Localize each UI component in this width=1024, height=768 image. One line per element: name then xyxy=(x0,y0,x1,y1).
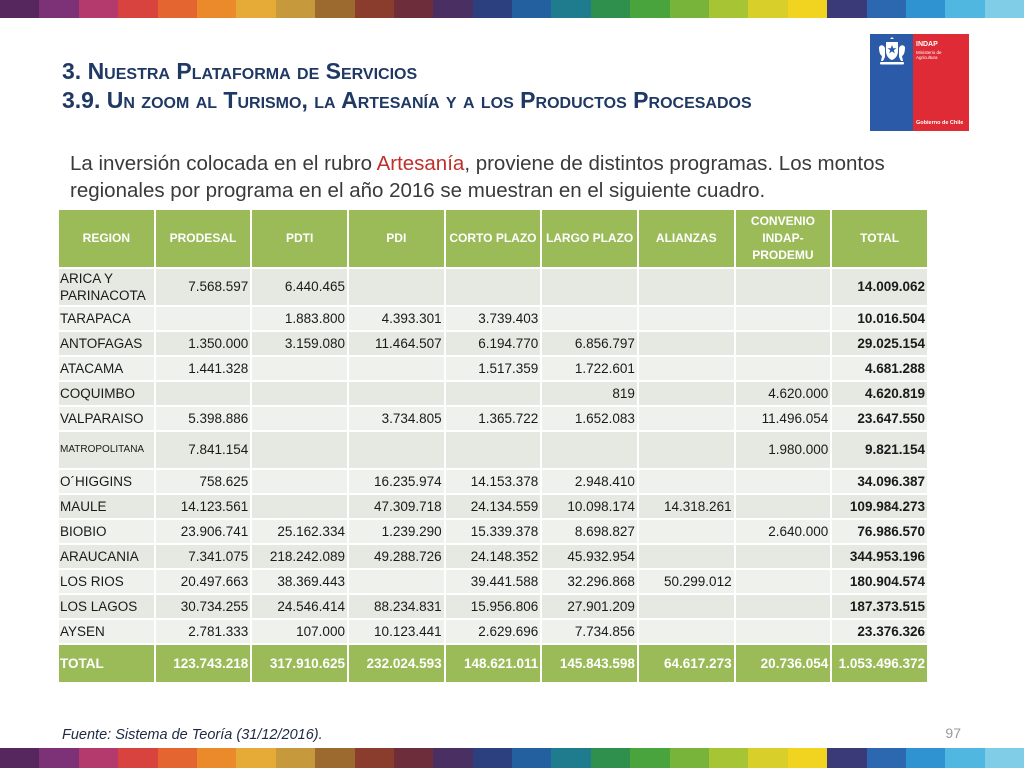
prodesal-cell: 2.781.333 xyxy=(155,619,252,644)
table-row xyxy=(58,469,928,494)
largo-plazo-cell: 1.652.083 xyxy=(541,406,638,431)
convenio-cell: 11.496.054 xyxy=(735,406,832,431)
prodesal-cell: 1.441.328 xyxy=(155,356,252,381)
alianzas-cell: 50.299.012 xyxy=(638,569,735,594)
region-cell: TARAPACA xyxy=(58,306,155,331)
table-row xyxy=(58,569,928,594)
row-total-cell: 4.620.819 xyxy=(831,381,928,406)
convenio-cell xyxy=(735,268,832,306)
pdti-cell: 3.159.080 xyxy=(251,331,348,356)
corto-plazo-cell: 1.365.722 xyxy=(445,406,542,431)
table-row xyxy=(58,381,928,406)
pdti-cell: 6.440.465 xyxy=(251,268,348,306)
corto-plazo-cell xyxy=(445,381,542,406)
largo-plazo-cell: 819 xyxy=(541,381,638,406)
logo-blue-panel xyxy=(870,34,913,131)
corto-plazo-cell: 14.153.378 xyxy=(445,469,542,494)
corto-plazo-cell: 3.739.403 xyxy=(445,306,542,331)
table-row xyxy=(58,331,928,356)
convenio-cell xyxy=(735,356,832,381)
row-total-cell: 23.376.326 xyxy=(831,619,928,644)
prodesal-cell xyxy=(155,306,252,331)
alianzas-cell xyxy=(638,544,735,569)
pdi-cell xyxy=(348,431,445,469)
stripe-segment xyxy=(433,0,472,18)
prodesal-cell: 7.341.075 xyxy=(155,544,252,569)
pdi-cell: 10.123.441 xyxy=(348,619,445,644)
pdi-cell: 3.734.805 xyxy=(348,406,445,431)
table-row xyxy=(58,544,928,569)
region-cell: O´HIGGINS xyxy=(58,469,155,494)
stripe-segment xyxy=(79,748,118,768)
stripe-segment xyxy=(0,748,39,768)
source-note: Fuente: Sistema de Teoría (31/12/2016). xyxy=(62,727,323,743)
corto-plazo-cell: 39.441.588 xyxy=(445,569,542,594)
largo-plazo-cell: 7.734.856 xyxy=(541,619,638,644)
region-cell: BIOBIO xyxy=(58,519,155,544)
pdti-cell: 38.369.443 xyxy=(251,569,348,594)
intro-text-start: La inversión colocada en el rubro xyxy=(70,152,377,175)
header-alianzas: ALIANZAS xyxy=(638,209,735,268)
stripe-segment xyxy=(236,0,275,18)
total-convenio: 20.736.054 xyxy=(735,644,832,683)
prodesal-cell: 5.398.886 xyxy=(155,406,252,431)
stripe-segment xyxy=(906,0,945,18)
stripe-segment xyxy=(197,748,236,768)
corto-plazo-cell: 24.134.559 xyxy=(445,494,542,519)
pdi-cell xyxy=(348,356,445,381)
stripe-segment xyxy=(512,748,551,768)
alianzas-cell xyxy=(638,431,735,469)
stripe-segment xyxy=(512,0,551,18)
prodesal-cell: 23.906.741 xyxy=(155,519,252,544)
stripe-segment xyxy=(906,748,945,768)
prodesal-cell: 758.625 xyxy=(155,469,252,494)
pdi-cell: 4.393.301 xyxy=(348,306,445,331)
prodesal-cell: 30.734.255 xyxy=(155,594,252,619)
header-pdi: PDI xyxy=(348,209,445,268)
table-row xyxy=(58,519,928,544)
stripe-segment xyxy=(748,748,787,768)
prodesal-cell: 7.568.597 xyxy=(155,268,252,306)
total-label: TOTAL xyxy=(58,644,155,683)
largo-plazo-cell xyxy=(541,306,638,331)
convenio-cell xyxy=(735,331,832,356)
convenio-cell xyxy=(735,544,832,569)
intro-text-end: , proviene de distintos programas. Los montos regionales por programa en el año 2016 se muestran en el siguiente cuadro. xyxy=(70,152,885,202)
stripe-segment xyxy=(276,748,315,768)
convenio-cell: 1.980.000 xyxy=(735,431,832,469)
region-cell: COQUIMBO xyxy=(58,381,155,406)
prodesal-cell: 7.841.154 xyxy=(155,431,252,469)
header-largo-plazo: LARGO PLAZO xyxy=(541,209,638,268)
coat-of-arms-icon xyxy=(875,37,909,66)
table-row xyxy=(58,356,928,381)
region-cell: AYSEN xyxy=(58,619,155,644)
stripe-segment xyxy=(827,748,866,768)
row-total-cell: 4.681.288 xyxy=(831,356,928,381)
stripe-segment xyxy=(39,748,78,768)
stripe-segment xyxy=(197,0,236,18)
row-total-cell: 14.009.062 xyxy=(831,268,928,306)
stripe-segment xyxy=(748,0,787,18)
stripe-segment xyxy=(670,0,709,18)
pdti-cell xyxy=(251,469,348,494)
stripe-segment xyxy=(355,748,394,768)
stripe-segment xyxy=(394,748,433,768)
convenio-cell xyxy=(735,469,832,494)
alianzas-cell: 14.318.261 xyxy=(638,494,735,519)
stripe-segment xyxy=(315,748,354,768)
stripe-segment xyxy=(827,0,866,18)
corto-plazo-cell: 24.148.352 xyxy=(445,544,542,569)
alianzas-cell xyxy=(638,331,735,356)
corto-plazo-cell xyxy=(445,268,542,306)
table-row xyxy=(58,306,928,331)
stripe-segment xyxy=(867,0,906,18)
stripe-segment xyxy=(551,0,590,18)
pdti-cell xyxy=(251,406,348,431)
stripe-segment xyxy=(236,748,275,768)
stripe-segment xyxy=(709,0,748,18)
convenio-cell xyxy=(735,569,832,594)
header-convenio: CONVENIO INDAP-PRODEMU xyxy=(735,209,832,268)
pdi-cell xyxy=(348,569,445,594)
stripe-segment xyxy=(945,748,984,768)
pdi-cell: 11.464.507 xyxy=(348,331,445,356)
pdi-cell xyxy=(348,381,445,406)
pdi-cell: 1.239.290 xyxy=(348,519,445,544)
row-total-cell: 34.096.387 xyxy=(831,469,928,494)
total-corto-plazo: 148.621.011 xyxy=(445,644,542,683)
logo-ministry-name: Ministerio de Agricultura xyxy=(916,50,942,60)
alianzas-cell xyxy=(638,306,735,331)
total-pdti: 317.910.625 xyxy=(251,644,348,683)
largo-plazo-cell: 8.698.827 xyxy=(541,519,638,544)
row-total-cell: 10.016.504 xyxy=(831,306,928,331)
alianzas-cell xyxy=(638,406,735,431)
header-total: TOTAL xyxy=(831,209,928,268)
largo-plazo-cell: 2.948.410 xyxy=(541,469,638,494)
pdti-cell: 218.242.089 xyxy=(251,544,348,569)
stripe-segment xyxy=(118,748,157,768)
total-prodesal: 123.743.218 xyxy=(155,644,252,683)
stripe-segment xyxy=(985,748,1024,768)
header-pdti: PDTI xyxy=(251,209,348,268)
logo-agency-name: INDAP xyxy=(916,41,938,48)
indap-logo xyxy=(870,34,969,131)
slide-title xyxy=(62,57,752,115)
table-row xyxy=(58,619,928,644)
header-region: REGION xyxy=(58,209,155,268)
intro-paragraph xyxy=(70,150,920,204)
alianzas-cell xyxy=(638,381,735,406)
top-color-band xyxy=(0,0,1024,18)
convenio-cell: 4.620.000 xyxy=(735,381,832,406)
stripe-segment xyxy=(551,748,590,768)
logo-government-name: Gobierno de Chile xyxy=(916,120,964,126)
pdti-cell: 1.883.800 xyxy=(251,306,348,331)
alianzas-cell xyxy=(638,519,735,544)
convenio-cell xyxy=(735,494,832,519)
table-body xyxy=(58,268,928,644)
grand-total: 1.053.496.372 xyxy=(831,644,928,683)
largo-plazo-cell xyxy=(541,431,638,469)
pdti-cell xyxy=(251,356,348,381)
region-cell: MAULE xyxy=(58,494,155,519)
corto-plazo-cell: 1.517.359 xyxy=(445,356,542,381)
intro-highlight-word: Artesanía xyxy=(376,152,465,175)
prodesal-cell xyxy=(155,381,252,406)
prodesal-cell: 14.123.561 xyxy=(155,494,252,519)
pdti-cell: 107.000 xyxy=(251,619,348,644)
corto-plazo-cell xyxy=(445,431,542,469)
row-total-cell: 9.821.154 xyxy=(831,431,928,469)
corto-plazo-cell: 2.629.696 xyxy=(445,619,542,644)
pdti-cell xyxy=(251,381,348,406)
stripe-segment xyxy=(79,0,118,18)
row-total-cell: 187.373.515 xyxy=(831,594,928,619)
stripe-segment xyxy=(0,0,39,18)
region-cell: ARICA Y PARINACOTA xyxy=(58,268,155,306)
pdi-cell: 49.288.726 xyxy=(348,544,445,569)
corto-plazo-cell: 6.194.770 xyxy=(445,331,542,356)
stripe-segment xyxy=(670,748,709,768)
stripe-segment xyxy=(158,0,197,18)
table-row xyxy=(58,431,928,469)
stripe-segment xyxy=(591,0,630,18)
largo-plazo-cell xyxy=(541,268,638,306)
region-cell: MATROPOLITANA xyxy=(58,431,155,469)
stripe-segment xyxy=(39,0,78,18)
row-total-cell: 23.647.550 xyxy=(831,406,928,431)
table-row xyxy=(58,494,928,519)
pdti-cell: 25.162.334 xyxy=(251,519,348,544)
alianzas-cell xyxy=(638,268,735,306)
logo-red-panel xyxy=(913,34,969,131)
stripe-segment xyxy=(315,0,354,18)
total-pdi: 232.024.593 xyxy=(348,644,445,683)
stripe-segment xyxy=(709,748,748,768)
row-total-cell: 344.953.196 xyxy=(831,544,928,569)
stripe-segment xyxy=(355,0,394,18)
corto-plazo-cell: 15.956.806 xyxy=(445,594,542,619)
region-cell: LOS RIOS xyxy=(58,569,155,594)
page-number: 97 xyxy=(945,725,961,741)
total-largo-plazo: 145.843.598 xyxy=(541,644,638,683)
region-cell: VALPARAISO xyxy=(58,406,155,431)
corto-plazo-cell: 15.339.378 xyxy=(445,519,542,544)
table-row xyxy=(58,268,928,306)
subsection-heading: 3.9. Un zoom al Turismo, la Artesanía y a los Productos Procesados xyxy=(62,87,752,113)
convenio-cell xyxy=(735,594,832,619)
row-total-cell: 29.025.154 xyxy=(831,331,928,356)
stripe-segment xyxy=(433,748,472,768)
largo-plazo-cell: 32.296.868 xyxy=(541,569,638,594)
largo-plazo-cell: 10.098.174 xyxy=(541,494,638,519)
pdti-cell xyxy=(251,494,348,519)
row-total-cell: 109.984.273 xyxy=(831,494,928,519)
pdi-cell: 16.235.974 xyxy=(348,469,445,494)
pdti-cell: 24.546.414 xyxy=(251,594,348,619)
stripe-segment xyxy=(591,748,630,768)
table-row xyxy=(58,594,928,619)
header-prodesal: PRODESAL xyxy=(155,209,252,268)
total-alianzas: 64.617.273 xyxy=(638,644,735,683)
largo-plazo-cell: 1.722.601 xyxy=(541,356,638,381)
convenio-cell xyxy=(735,306,832,331)
stripe-segment xyxy=(867,748,906,768)
region-cell: ANTOFAGAS xyxy=(58,331,155,356)
stripe-segment xyxy=(276,0,315,18)
row-total-cell: 180.904.574 xyxy=(831,569,928,594)
stripe-segment xyxy=(158,748,197,768)
pdi-cell: 88.234.831 xyxy=(348,594,445,619)
row-total-cell: 76.986.570 xyxy=(831,519,928,544)
alianzas-cell xyxy=(638,619,735,644)
pdi-cell: 47.309.718 xyxy=(348,494,445,519)
largo-plazo-cell: 27.901.209 xyxy=(541,594,638,619)
stripe-segment xyxy=(473,748,512,768)
alianzas-cell xyxy=(638,469,735,494)
largo-plazo-cell: 45.932.954 xyxy=(541,544,638,569)
stripe-segment xyxy=(985,0,1024,18)
bottom-color-band xyxy=(0,748,1024,768)
table-total-row xyxy=(58,644,928,683)
stripe-segment xyxy=(118,0,157,18)
stripe-segment xyxy=(473,0,512,18)
table-row xyxy=(58,406,928,431)
alianzas-cell xyxy=(638,594,735,619)
region-cell: LOS LAGOS xyxy=(58,594,155,619)
stripe-segment xyxy=(945,0,984,18)
convenio-cell: 2.640.000 xyxy=(735,519,832,544)
stripe-segment xyxy=(788,748,827,768)
header-corto-plazo: CORTO PLAZO xyxy=(445,209,542,268)
alianzas-cell xyxy=(638,356,735,381)
pdti-cell xyxy=(251,431,348,469)
region-cell: ARAUCANIA xyxy=(58,544,155,569)
pdi-cell xyxy=(348,268,445,306)
investment-table xyxy=(57,208,929,684)
largo-plazo-cell: 6.856.797 xyxy=(541,331,638,356)
stripe-segment xyxy=(630,0,669,18)
stripe-segment xyxy=(630,748,669,768)
stripe-segment xyxy=(788,0,827,18)
region-cell: ATACAMA xyxy=(58,356,155,381)
section-heading: 3. Nuestra Plataforma de Servicios xyxy=(62,58,418,84)
stripe-segment xyxy=(394,0,433,18)
prodesal-cell: 1.350.000 xyxy=(155,331,252,356)
prodesal-cell: 20.497.663 xyxy=(155,569,252,594)
table-header-row xyxy=(58,209,928,268)
convenio-cell xyxy=(735,619,832,644)
